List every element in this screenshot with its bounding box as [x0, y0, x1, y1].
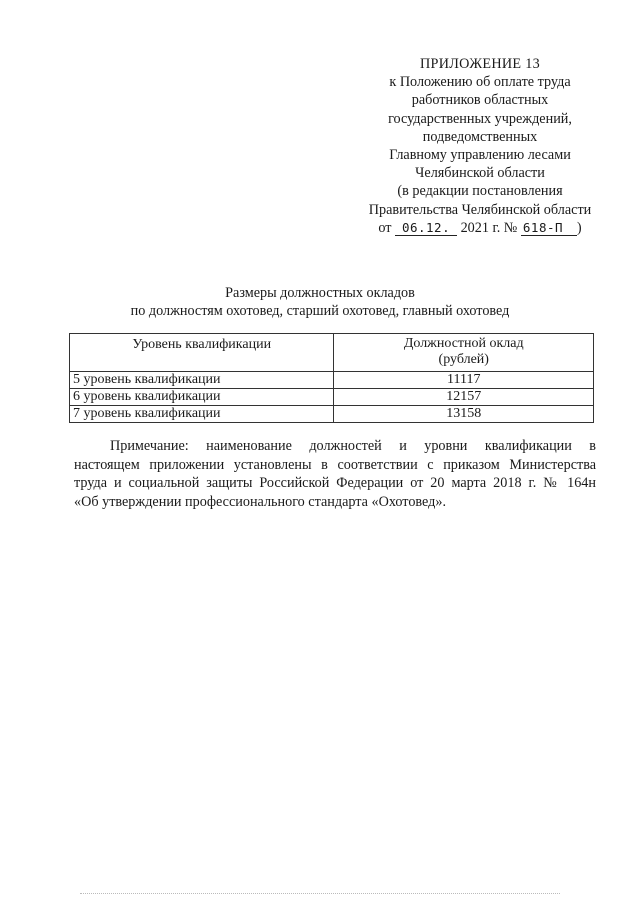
salary-value: 13158 — [334, 406, 594, 423]
note-line-3: труда и социальной защиты Российской Федерации от 20 марта 2018 г. № 164н — [74, 475, 596, 491]
appendix-header — [345, 55, 615, 237]
appendix-line: Правительства Челябинской области — [368, 201, 592, 218]
appendix-line: к Положению об оплате труда — [389, 74, 571, 91]
close-paren: ) — [576, 219, 582, 236]
note-line-1: Примечание: наименование должностей и уровни квалификации в — [110, 438, 596, 454]
salary-table — [69, 333, 594, 423]
salary-value: 11117 — [334, 372, 594, 389]
column-header-salary-line-2: (рублей) — [438, 352, 489, 367]
appendix-line: Челябинской области — [415, 165, 545, 182]
year-text: 2021 г. № — [460, 219, 518, 236]
table-row — [70, 389, 594, 406]
resolution-number: 618-П — [521, 221, 577, 236]
heading-line-2: по должностям охотовед, старший охотовед, главный охотовед — [130, 303, 510, 319]
salary-value: 12157 — [334, 389, 594, 406]
date-prefix: от — [378, 219, 392, 236]
appendix-line: подведомственных — [422, 128, 538, 145]
column-header-level: Уровень квалификации — [70, 334, 334, 372]
appendix-line: работников областных — [411, 92, 549, 109]
heading-line-1: Размеры должностных окладов — [225, 285, 415, 301]
table-row — [70, 372, 594, 389]
note-line-4: «Об утверждении профессионального стандарта «Охотовед». — [74, 493, 446, 510]
note-line-2: настоящем приложении установлены в соответствии с приказом Министерства — [74, 456, 596, 473]
scan-footer-line — [80, 893, 560, 894]
table-row — [70, 406, 594, 423]
column-header-salary-line-1: Должностной оклад — [403, 336, 524, 351]
table-header-row — [70, 334, 594, 372]
appendix-line: Главному управлению лесами — [389, 147, 571, 164]
qualification-level: 7 уровень квалификации — [70, 406, 334, 423]
appendix-title: ПРИЛОЖЕНИЕ 13 — [419, 56, 541, 72]
column-header-salary — [334, 334, 594, 372]
resolution-date: 06.12. — [395, 221, 457, 236]
resolution-date-line — [345, 219, 615, 237]
qualification-level: 6 уровень квалификации — [70, 389, 334, 406]
appendix-line: (в редакции постановления — [397, 183, 563, 200]
note-paragraph — [74, 437, 596, 511]
document-heading — [0, 284, 640, 320]
qualification-level: 5 уровень квалификации — [70, 372, 334, 389]
appendix-line: государственных учреждений, — [388, 110, 572, 127]
